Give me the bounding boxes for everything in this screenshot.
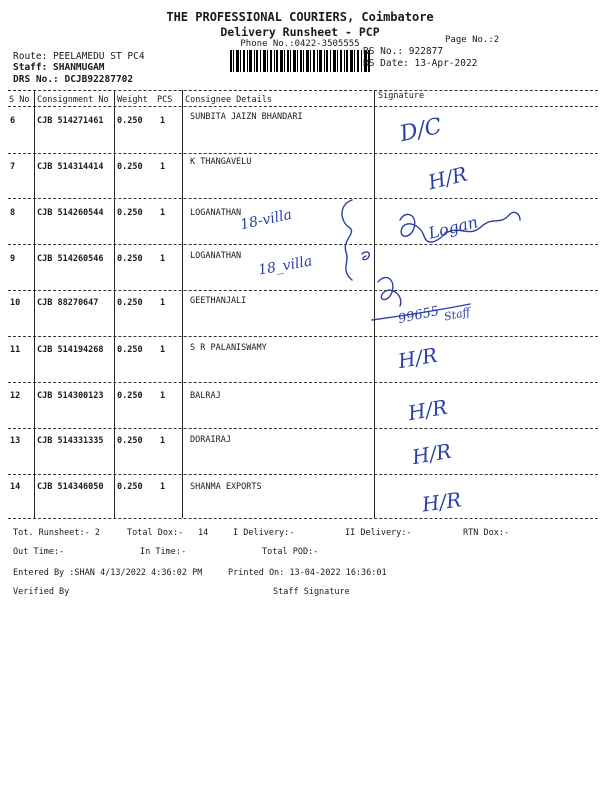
- row-sno: 11: [10, 345, 21, 355]
- row-sno: 13: [10, 436, 21, 446]
- signature-row10-number: 99655: [396, 303, 441, 328]
- row-consignment: CJB 514346050: [37, 482, 104, 492]
- route-label: Route: PEELAMEDU ST PC4: [13, 51, 145, 62]
- signature-row11: H/R: [396, 342, 440, 374]
- signature-row8: Logan: [426, 212, 480, 243]
- row-sno: 10: [10, 298, 21, 308]
- row-consignment: CJB 514331335: [37, 436, 104, 446]
- row-consignee: LOGANATHAN: [190, 208, 242, 218]
- note-row9: 18_villa: [257, 253, 314, 279]
- col-weight: Weight: [117, 95, 148, 105]
- row-pcs: 1: [160, 436, 166, 446]
- row-divider: [8, 290, 598, 291]
- table-bottom-rule: [8, 518, 598, 519]
- row-consignee: GEETHANJALI: [190, 296, 247, 306]
- row-pcs: 1: [160, 162, 166, 172]
- row-consignment: CJB 514300123: [37, 391, 104, 401]
- row-weight: 0.250: [117, 116, 143, 126]
- row-sno: 12: [10, 391, 21, 401]
- row-pcs: 1: [160, 391, 166, 401]
- row-divider: [8, 198, 598, 199]
- col-consignee: Consignee Details: [185, 95, 272, 105]
- row-pcs: 1: [160, 298, 166, 308]
- row-consignment: CJB 88270647: [37, 298, 99, 308]
- row-weight: 0.250: [117, 482, 143, 492]
- in-time: In Time:-: [140, 547, 187, 557]
- row-consignee: BALRAJ: [190, 391, 221, 401]
- signature-row12: H/R: [406, 394, 450, 426]
- row-consignment: CJB 514194268: [37, 345, 104, 355]
- row-consignee: LOGANATHAN: [190, 251, 242, 261]
- row-consignee: S R PALANISWAMY: [190, 343, 267, 353]
- rtn-dox: RTN Dox:-: [463, 528, 510, 538]
- row-divider: [8, 428, 598, 429]
- row-pcs: 1: [160, 208, 166, 218]
- row-sno: 8: [10, 208, 16, 218]
- row-sno: 7: [10, 162, 16, 172]
- runsheet-subtitle: Delivery Runsheet - PCP: [220, 25, 380, 39]
- row-weight: 0.250: [117, 298, 143, 308]
- row-weight: 0.250: [117, 208, 143, 218]
- total-dox-label: Total Dox:-: [127, 528, 184, 538]
- ii-delivery: II Delivery:-: [345, 528, 412, 538]
- row-divider: [8, 474, 598, 475]
- row-consignment: CJB 514271461: [37, 116, 104, 126]
- company-title: THE PROFESSIONAL COURIERS, Coimbatore: [166, 10, 434, 24]
- col-consignment: Consignment No: [37, 95, 109, 105]
- signature-row13: H/R: [410, 438, 454, 470]
- row-pcs: 1: [160, 345, 166, 355]
- row-pcs: 1: [160, 482, 166, 492]
- row-sno: 14: [10, 482, 21, 492]
- row-divider: [8, 382, 598, 383]
- rs-date: RS Date: 13-Apr-2022: [363, 58, 478, 69]
- row-consignment: CJB 514314414: [37, 162, 104, 172]
- phone-number: Phone No.:0422-3505555: [240, 39, 360, 49]
- table-top-rule: [8, 90, 598, 91]
- col-pcs: PCS: [157, 95, 173, 105]
- column-line: [182, 90, 183, 518]
- row-divider: [8, 244, 598, 245]
- col-signature: Signature: [378, 91, 425, 101]
- staff-label: Staff: SHANMUGAM: [13, 62, 105, 73]
- column-line: [34, 90, 35, 518]
- signature-row6: D/C: [397, 113, 445, 148]
- row-weight: 0.250: [117, 391, 143, 401]
- row-consignee: SHANMA EXPORTS: [190, 482, 262, 492]
- row-pcs: 1: [160, 254, 166, 264]
- printed-on: Printed On: 13-04-2022 16:36:01: [228, 568, 387, 578]
- staff-signature-label: Staff Signature: [273, 587, 350, 597]
- header-bottom-rule: [8, 106, 598, 107]
- row-weight: 0.250: [117, 436, 143, 446]
- row-consignee: K THANGAVELU: [190, 157, 252, 167]
- row-consignee: DORAIRAJ: [190, 435, 231, 445]
- row-consignee: SUNBITA JAIZN BHANDARI: [190, 112, 303, 122]
- barcode: [230, 50, 370, 72]
- row-divider: [8, 153, 598, 154]
- row-weight: 0.250: [117, 162, 143, 172]
- row-consignment: CJB 514260544: [37, 208, 104, 218]
- row-weight: 0.250: [117, 254, 143, 264]
- signature-row14: H/R: [420, 487, 463, 517]
- column-line: [374, 90, 375, 518]
- row-divider: [8, 336, 598, 337]
- total-dox-value: 14: [198, 528, 209, 538]
- col-sno: S No: [9, 95, 30, 105]
- i-delivery: I Delivery:-: [233, 528, 295, 538]
- out-time: Out Time:-: [13, 547, 65, 557]
- verified-by: Verified By: [13, 587, 70, 597]
- signature-row10-name: Staff: [442, 305, 472, 324]
- note-row8: 18-villa: [238, 206, 294, 234]
- column-line: [114, 90, 115, 518]
- total-pod: Total POD:-: [262, 547, 319, 557]
- total-runsheet: Tot. Runsheet:- 2: [13, 528, 100, 538]
- row-weight: 0.250: [117, 345, 143, 355]
- row-sno: 9: [10, 254, 16, 264]
- row-sno: 6: [10, 116, 16, 126]
- page-number: Page No.:2: [445, 35, 500, 45]
- row-pcs: 1: [160, 116, 166, 126]
- entered-by: Entered By :SHAN 4/13/2022 4:36:02 PM: [13, 568, 203, 578]
- signature-row7: H/R: [425, 161, 470, 195]
- row-consignment: CJB 514260546: [37, 254, 104, 264]
- drs-number: DRS No.: DCJB92287702: [13, 74, 134, 85]
- rs-number: RS No.: 922877: [363, 46, 444, 57]
